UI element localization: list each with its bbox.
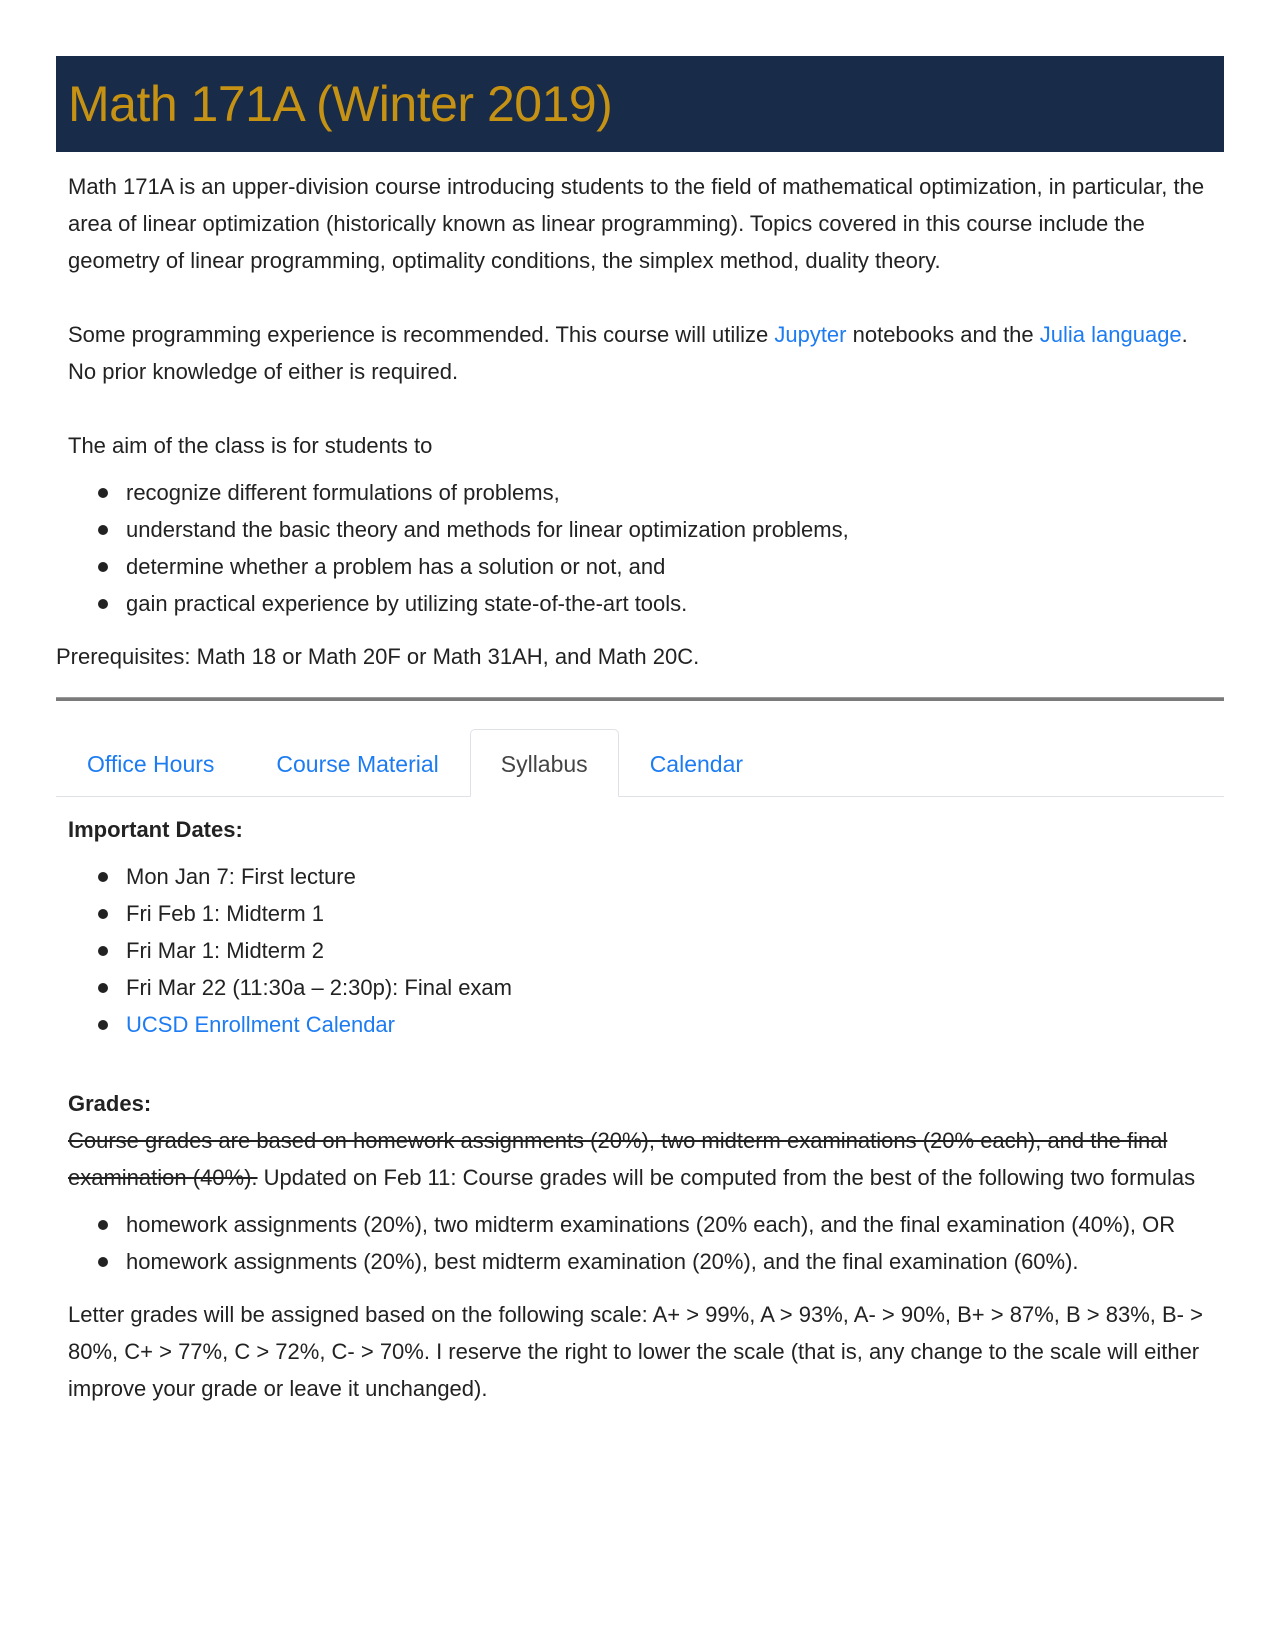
programming-text-3: . No prior knowledge of either is required. xyxy=(68,322,1188,384)
julia-language-link[interactable]: Julia language xyxy=(1039,322,1182,347)
grades-heading: Grades: xyxy=(68,1091,152,1116)
list-item xyxy=(98,511,1212,548)
list-item xyxy=(98,1006,1212,1043)
syllabus-panel xyxy=(56,797,1224,1407)
struck-grades-text: Course grades are based on homework assignments (20%), two midterm examinations (20% each), and the final examination (40%). xyxy=(68,1128,1168,1190)
tab-course-material[interactable]: Course Material xyxy=(276,751,439,777)
tab-bar xyxy=(56,729,1224,797)
aim-text: understand the basic theory and methods for linear optimization problems, xyxy=(126,517,849,542)
bullet-icon xyxy=(98,525,108,535)
course-intro xyxy=(56,152,1224,622)
list-item xyxy=(98,1243,1212,1280)
bullet-icon xyxy=(98,946,108,956)
enrollment-calendar-link[interactable]: UCSD Enrollment Calendar xyxy=(126,1012,395,1037)
spacer xyxy=(68,1059,1212,1085)
programming-text-1: Some programming experience is recommended. This course will utilize xyxy=(68,322,775,347)
bullet-icon xyxy=(98,983,108,993)
bullet-icon xyxy=(98,1020,108,1030)
aim-text: gain practical experience by utilizing state-of-the-art tools. xyxy=(126,591,688,616)
grades-update-text: Updated on Feb 11: Course grades will be computed from the best of the following two formulas xyxy=(257,1165,1196,1190)
grades-paragraph xyxy=(68,1122,1212,1196)
tab-office-hours[interactable]: Office Hours xyxy=(87,751,215,777)
list-item xyxy=(98,1206,1212,1243)
list-item xyxy=(98,895,1212,932)
date-text: Fri Feb 1: Midterm 1 xyxy=(126,901,325,926)
date-text: Fri Mar 1: Midterm 2 xyxy=(126,938,325,963)
aim-text: recognize different formulations of problems, xyxy=(126,480,560,505)
programming-paragraph xyxy=(68,316,1212,390)
tab-calendar[interactable]: Calendar xyxy=(649,751,744,777)
title-bar xyxy=(56,56,1224,152)
tab-syllabus[interactable]: Syllabus xyxy=(470,729,619,797)
dates-list xyxy=(68,858,1212,1043)
bullet-icon xyxy=(98,1220,108,1230)
aim-text: determine whether a problem has a solution or not, and xyxy=(126,554,666,579)
grade-formulas-list xyxy=(68,1206,1212,1280)
list-item xyxy=(98,548,1212,585)
list-item xyxy=(98,585,1212,622)
list-item xyxy=(98,969,1212,1006)
page-title: Math 171A (Winter 2019) xyxy=(68,76,613,132)
bullet-icon xyxy=(98,872,108,882)
prerequisites: Prerequisites: Math 18 or Math 20F or Math 31AH, and Math 20C. xyxy=(56,644,700,669)
bullet-icon xyxy=(98,599,108,609)
important-dates-heading: Important Dates: xyxy=(68,817,243,842)
jupyter-link[interactable]: Jupyter xyxy=(774,322,847,347)
grade-scale-paragraph: Letter grades will be assigned based on the following scale: A+ > 99%, A > 93%, A- > 90%, B+ > 87%, B > 83%, B- > 80%, C+ > 77%, C > 72%, C- > 70%. I reserve the right to lower the scale (that is, any change to the scale will either improve your grade or leave it unchanged). xyxy=(68,1302,1203,1401)
list-item xyxy=(98,858,1212,895)
programming-text-2: notebooks and the xyxy=(846,322,1040,347)
bullet-icon xyxy=(98,488,108,498)
divider xyxy=(56,697,1224,701)
formula-text: homework assignments (20%), two midterm examinations (20% each), and the final examination (40%), OR xyxy=(126,1212,1176,1237)
aims-list xyxy=(68,474,1212,622)
bullet-icon xyxy=(98,562,108,572)
list-item xyxy=(98,474,1212,511)
date-text: Mon Jan 7: First lecture xyxy=(126,864,356,889)
bullet-icon xyxy=(98,1257,108,1267)
date-text: Fri Mar 22 (11:30a – 2:30p): Final exam xyxy=(126,975,512,1000)
bullet-icon xyxy=(98,909,108,919)
intro-paragraph: Math 171A is an upper-division course introducing students to the field of mathematical optimization, in particular, the area of linear optimization (historically known as linear programming). Topics covered in this course include the geometry of linear programming, optimality conditions, the simplex method, duality theory. xyxy=(68,174,1205,273)
list-item xyxy=(98,932,1212,969)
page xyxy=(56,56,1224,1407)
aim-lead: The aim of the class is for students to xyxy=(68,433,433,458)
formula-text: homework assignments (20%), best midterm examination (20%), and the final examination (60%). xyxy=(126,1249,1079,1274)
